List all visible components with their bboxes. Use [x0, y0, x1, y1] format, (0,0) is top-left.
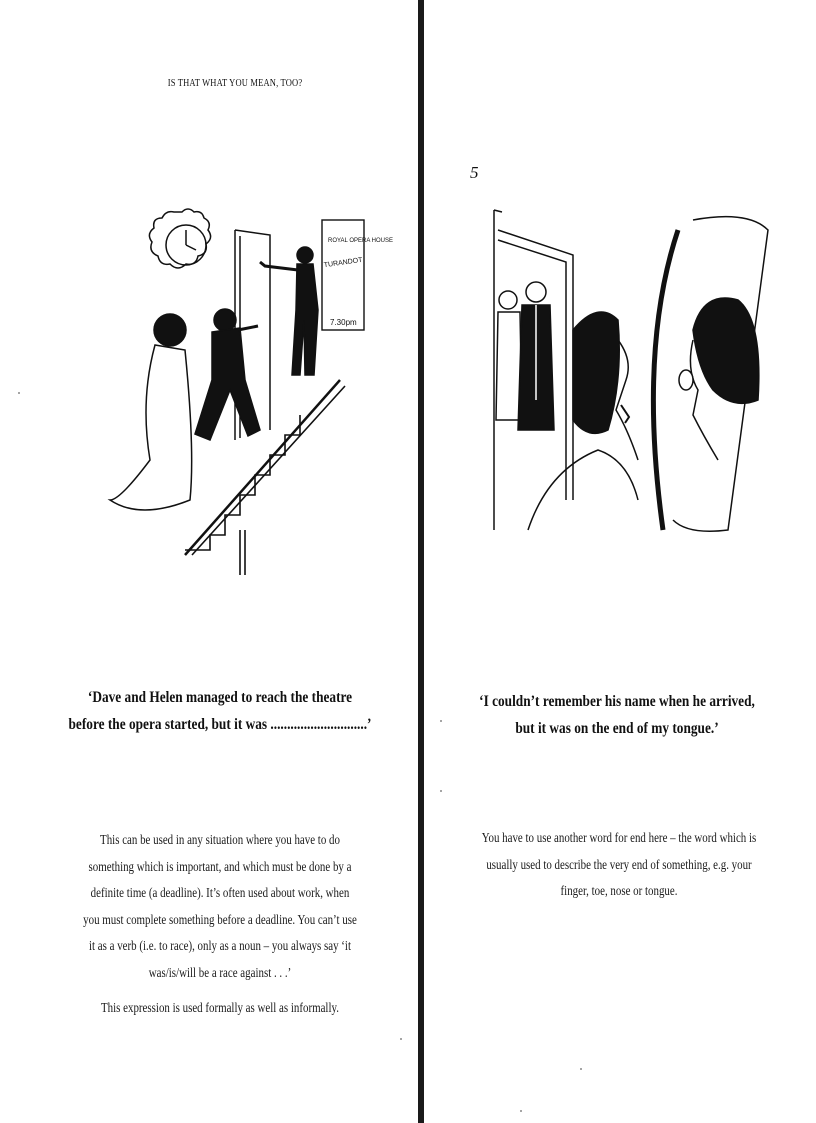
scan-speck [440, 790, 442, 792]
reflection-face [679, 298, 759, 460]
scan-speck [400, 1038, 402, 1040]
quote-right [458, 688, 776, 742]
quote-line: but it was on the end of my tongue.’ [515, 720, 719, 737]
explanation-line: finger, toe, nose or tongue. [560, 884, 678, 899]
scan-speck [580, 1068, 582, 1070]
explanation-right [467, 826, 771, 906]
quote-line: before the opera started, but it was .............................’ [68, 716, 372, 733]
explanation-line: usually used to describe the very end of something, e.g. your [486, 857, 752, 873]
explanation-line: you must complete something before a deadline. You can’t use [83, 912, 357, 928]
scan-speck [18, 392, 20, 394]
explanation-line: This can be used in any situation where you have to do [100, 833, 340, 848]
running-head: IS THAT WHAT YOU MEAN, TOO? [167, 78, 303, 89]
sign-line-1: ROYAL OPERA HOUSE [328, 238, 394, 244]
quote-line: ‘Dave and Helen managed to reach the theatre [87, 689, 353, 706]
quote-line: ‘I couldn’t remember his name when he arrived, [479, 693, 755, 710]
quote-left [65, 684, 375, 738]
usher-figure [260, 247, 318, 375]
explanation-line: something which is important, and which must be done by a [88, 859, 352, 875]
running-couple [110, 309, 260, 510]
explanation-line: it as a verb (i.e. to race), only as a noun – you always say ‘it [88, 939, 352, 954]
usage-note-line: This expression is used formally as well as informally. [101, 1001, 339, 1016]
usage-note [64, 996, 376, 1023]
couple-running-upstairs-illustration [100, 200, 394, 580]
scan-speck [440, 720, 442, 722]
scan-speck [520, 1110, 522, 1112]
sign-line-3: 7.30pm [330, 318, 357, 327]
page-number: 5 [470, 163, 479, 182]
men-in-doorway [496, 282, 554, 430]
wall-clock-icon [149, 209, 210, 268]
explanation-left [64, 828, 376, 987]
explanation-line: was/is/will be a race against . . .’ [148, 965, 292, 981]
sign-line-2: TURANDOT [323, 256, 363, 270]
explanation-line: definite time (a deadline). It’s often used about work, when [90, 886, 350, 901]
tongue-out-mirror-illustration [488, 200, 798, 560]
explanation-line: You have to use another word for end here – the word which is [481, 831, 757, 846]
right-page [424, 0, 816, 1123]
